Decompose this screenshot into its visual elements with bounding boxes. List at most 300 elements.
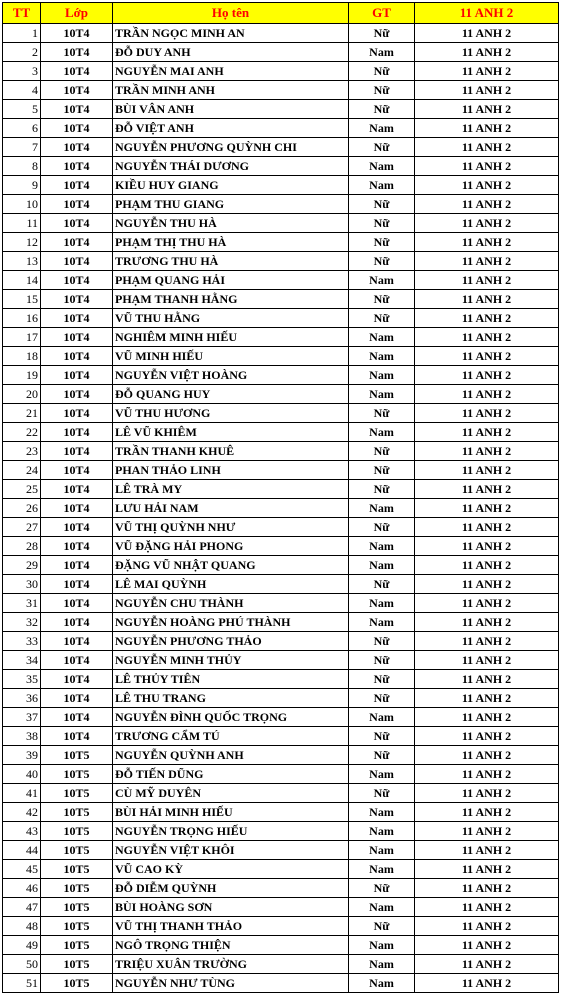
row-lop-moi: 11 ANH 2 bbox=[415, 613, 559, 632]
row-gt: Nữ bbox=[349, 81, 415, 100]
table-row bbox=[3, 100, 559, 119]
row-lop: 10T5 bbox=[41, 936, 113, 955]
row-tt: 24 bbox=[3, 461, 41, 480]
row-tt: 6 bbox=[3, 119, 41, 138]
row-ho-ten: NGUYỄN HOÀNG PHÚ THÀNH bbox=[113, 613, 349, 632]
table-row bbox=[3, 271, 559, 290]
row-ho-ten: LÊ TRÀ MY bbox=[113, 480, 349, 499]
row-lop: 10T4 bbox=[41, 518, 113, 537]
row-ho-ten: ĐẶNG VŨ NHẬT QUANG bbox=[113, 556, 349, 575]
row-ho-ten: TRẦN THANH KHUÊ bbox=[113, 442, 349, 461]
row-lop-moi: 11 ANH 2 bbox=[415, 651, 559, 670]
row-lop-moi: 11 ANH 2 bbox=[415, 499, 559, 518]
row-ho-ten: LƯU HẢI NAM bbox=[113, 499, 349, 518]
header-lop: Lớp bbox=[41, 3, 113, 24]
row-lop: 10T5 bbox=[41, 974, 113, 993]
row-lop: 10T4 bbox=[41, 24, 113, 43]
row-ho-ten: TRƯƠNG THU HÀ bbox=[113, 252, 349, 271]
row-lop-moi: 11 ANH 2 bbox=[415, 841, 559, 860]
table-row bbox=[3, 347, 559, 366]
row-gt: Nam bbox=[349, 157, 415, 176]
row-lop-moi: 11 ANH 2 bbox=[415, 461, 559, 480]
row-gt: Nữ bbox=[349, 480, 415, 499]
row-ho-ten: PHẠM THANH HẰNG bbox=[113, 290, 349, 309]
row-lop-moi: 11 ANH 2 bbox=[415, 385, 559, 404]
table-row bbox=[3, 252, 559, 271]
table-row bbox=[3, 385, 559, 404]
row-tt: 27 bbox=[3, 518, 41, 537]
row-tt: 12 bbox=[3, 233, 41, 252]
row-tt: 37 bbox=[3, 708, 41, 727]
row-tt: 13 bbox=[3, 252, 41, 271]
row-lop-moi: 11 ANH 2 bbox=[415, 632, 559, 651]
row-lop-moi: 11 ANH 2 bbox=[415, 100, 559, 119]
row-ho-ten: ĐỖ DIỄM QUỲNH bbox=[113, 879, 349, 898]
row-ho-ten: PHẠM QUANG HẢI bbox=[113, 271, 349, 290]
row-lop: 10T4 bbox=[41, 309, 113, 328]
row-gt: Nam bbox=[349, 860, 415, 879]
row-lop-moi: 11 ANH 2 bbox=[415, 233, 559, 252]
row-gt: Nữ bbox=[349, 879, 415, 898]
row-tt: 9 bbox=[3, 176, 41, 195]
row-tt: 30 bbox=[3, 575, 41, 594]
row-lop-moi: 11 ANH 2 bbox=[415, 252, 559, 271]
row-ho-ten: PHẠM THU GIANG bbox=[113, 195, 349, 214]
row-lop-moi: 11 ANH 2 bbox=[415, 575, 559, 594]
row-tt: 15 bbox=[3, 290, 41, 309]
row-lop: 10T5 bbox=[41, 860, 113, 879]
row-gt: Nam bbox=[349, 328, 415, 347]
row-tt: 36 bbox=[3, 689, 41, 708]
table-row bbox=[3, 727, 559, 746]
row-tt: 39 bbox=[3, 746, 41, 765]
row-lop: 10T4 bbox=[41, 651, 113, 670]
row-ho-ten: ĐỖ TIẾN DŨNG bbox=[113, 765, 349, 784]
row-ho-ten: NGUYỄN TRỌNG HIẾU bbox=[113, 822, 349, 841]
row-lop-moi: 11 ANH 2 bbox=[415, 689, 559, 708]
row-gt: Nữ bbox=[349, 727, 415, 746]
row-tt: 31 bbox=[3, 594, 41, 613]
row-lop-moi: 11 ANH 2 bbox=[415, 860, 559, 879]
row-gt: Nam bbox=[349, 176, 415, 195]
table-row bbox=[3, 917, 559, 936]
row-gt: Nữ bbox=[349, 62, 415, 81]
row-ho-ten: NGUYỄN VIỆT KHÔI bbox=[113, 841, 349, 860]
row-ho-ten: VŨ THỊ THANH THẢO bbox=[113, 917, 349, 936]
row-gt: Nữ bbox=[349, 461, 415, 480]
row-ho-ten: PHAN THẢO LINH bbox=[113, 461, 349, 480]
table-row bbox=[3, 651, 559, 670]
row-gt: Nam bbox=[349, 594, 415, 613]
row-lop: 10T5 bbox=[41, 879, 113, 898]
row-gt: Nam bbox=[349, 841, 415, 860]
row-gt: Nam bbox=[349, 271, 415, 290]
row-tt: 16 bbox=[3, 309, 41, 328]
row-tt: 1 bbox=[3, 24, 41, 43]
row-tt: 22 bbox=[3, 423, 41, 442]
row-lop: 10T4 bbox=[41, 328, 113, 347]
row-tt: 40 bbox=[3, 765, 41, 784]
table-row bbox=[3, 556, 559, 575]
table-row bbox=[3, 575, 559, 594]
row-ho-ten: NGUYỄN NHƯ TÙNG bbox=[113, 974, 349, 993]
row-gt: Nam bbox=[349, 974, 415, 993]
row-tt: 48 bbox=[3, 917, 41, 936]
row-gt: Nữ bbox=[349, 670, 415, 689]
row-gt: Nữ bbox=[349, 24, 415, 43]
table-row bbox=[3, 689, 559, 708]
row-ho-ten: VŨ THU HƯƠNG bbox=[113, 404, 349, 423]
row-lop: 10T5 bbox=[41, 765, 113, 784]
row-lop: 10T4 bbox=[41, 708, 113, 727]
row-tt: 23 bbox=[3, 442, 41, 461]
row-lop: 10T4 bbox=[41, 613, 113, 632]
table-row bbox=[3, 898, 559, 917]
table-row bbox=[3, 157, 559, 176]
row-lop-moi: 11 ANH 2 bbox=[415, 822, 559, 841]
row-ho-ten: ĐỖ QUANG HUY bbox=[113, 385, 349, 404]
row-lop: 10T4 bbox=[41, 233, 113, 252]
table-row bbox=[3, 328, 559, 347]
row-lop-moi: 11 ANH 2 bbox=[415, 119, 559, 138]
row-lop: 10T4 bbox=[41, 461, 113, 480]
table-row bbox=[3, 119, 559, 138]
row-tt: 26 bbox=[3, 499, 41, 518]
row-tt: 18 bbox=[3, 347, 41, 366]
table-row bbox=[3, 309, 559, 328]
row-lop: 10T4 bbox=[41, 347, 113, 366]
row-lop: 10T4 bbox=[41, 385, 113, 404]
row-ho-ten: ĐỖ DUY ANH bbox=[113, 43, 349, 62]
row-lop-moi: 11 ANH 2 bbox=[415, 879, 559, 898]
row-lop: 10T5 bbox=[41, 955, 113, 974]
row-gt: Nữ bbox=[349, 575, 415, 594]
row-ho-ten: ĐỖ VIỆT ANH bbox=[113, 119, 349, 138]
row-tt: 47 bbox=[3, 898, 41, 917]
table-row bbox=[3, 841, 559, 860]
student-list-sheet bbox=[2, 2, 559, 993]
table-row bbox=[3, 936, 559, 955]
row-lop: 10T4 bbox=[41, 214, 113, 233]
row-tt: 32 bbox=[3, 613, 41, 632]
row-gt: Nam bbox=[349, 43, 415, 62]
row-gt: Nam bbox=[349, 955, 415, 974]
student-table bbox=[2, 2, 559, 993]
row-gt: Nam bbox=[349, 499, 415, 518]
row-lop-moi: 11 ANH 2 bbox=[415, 309, 559, 328]
table-row bbox=[3, 670, 559, 689]
table-row bbox=[3, 860, 559, 879]
table-body bbox=[3, 24, 559, 993]
row-lop: 10T4 bbox=[41, 271, 113, 290]
table-row bbox=[3, 290, 559, 309]
row-lop-moi: 11 ANH 2 bbox=[415, 404, 559, 423]
row-ho-ten: TRẦN NGỌC MINH AN bbox=[113, 24, 349, 43]
table-row bbox=[3, 423, 559, 442]
row-lop: 10T4 bbox=[41, 594, 113, 613]
row-gt: Nữ bbox=[349, 214, 415, 233]
row-gt: Nam bbox=[349, 765, 415, 784]
header-tt: TT bbox=[3, 3, 41, 24]
row-tt: 51 bbox=[3, 974, 41, 993]
header-lop-moi: 11 ANH 2 bbox=[415, 3, 559, 24]
row-ho-ten: NGUYỄN THÁI DƯƠNG bbox=[113, 157, 349, 176]
row-lop: 10T5 bbox=[41, 784, 113, 803]
row-ho-ten: KIỀU HUY GIANG bbox=[113, 176, 349, 195]
row-ho-ten: NGHIÊM MINH HIẾU bbox=[113, 328, 349, 347]
row-lop-moi: 11 ANH 2 bbox=[415, 765, 559, 784]
row-gt: Nữ bbox=[349, 252, 415, 271]
table-row bbox=[3, 537, 559, 556]
row-tt: 35 bbox=[3, 670, 41, 689]
row-ho-ten: BÙI HẢI MINH HIẾU bbox=[113, 803, 349, 822]
table-row bbox=[3, 138, 559, 157]
table-row bbox=[3, 195, 559, 214]
row-ho-ten: NGUYỄN VIỆT HOÀNG bbox=[113, 366, 349, 385]
row-tt: 29 bbox=[3, 556, 41, 575]
row-tt: 11 bbox=[3, 214, 41, 233]
row-ho-ten: TRẦN MINH ANH bbox=[113, 81, 349, 100]
row-lop-moi: 11 ANH 2 bbox=[415, 955, 559, 974]
row-ho-ten: VŨ CAO KỲ bbox=[113, 860, 349, 879]
table-row bbox=[3, 594, 559, 613]
table-row bbox=[3, 784, 559, 803]
row-gt: Nam bbox=[349, 366, 415, 385]
row-ho-ten: NGUYỄN PHƯƠNG QUỲNH CHI bbox=[113, 138, 349, 157]
row-gt: Nam bbox=[349, 119, 415, 138]
row-lop-moi: 11 ANH 2 bbox=[415, 917, 559, 936]
row-gt: Nam bbox=[349, 347, 415, 366]
row-ho-ten: NGUYỄN ĐÌNH QUỐC TRỌNG bbox=[113, 708, 349, 727]
row-gt: Nữ bbox=[349, 290, 415, 309]
row-lop-moi: 11 ANH 2 bbox=[415, 727, 559, 746]
row-lop-moi: 11 ANH 2 bbox=[415, 176, 559, 195]
table-row bbox=[3, 955, 559, 974]
row-lop: 10T4 bbox=[41, 100, 113, 119]
row-gt: Nam bbox=[349, 537, 415, 556]
table-row bbox=[3, 176, 559, 195]
row-lop-moi: 11 ANH 2 bbox=[415, 556, 559, 575]
row-gt: Nữ bbox=[349, 917, 415, 936]
table-row bbox=[3, 518, 559, 537]
table-row bbox=[3, 461, 559, 480]
row-lop: 10T4 bbox=[41, 442, 113, 461]
row-lop: 10T5 bbox=[41, 746, 113, 765]
table-row bbox=[3, 366, 559, 385]
row-lop: 10T5 bbox=[41, 803, 113, 822]
row-lop-moi: 11 ANH 2 bbox=[415, 803, 559, 822]
row-ho-ten: VŨ THU HẰNG bbox=[113, 309, 349, 328]
row-lop-moi: 11 ANH 2 bbox=[415, 708, 559, 727]
row-lop-moi: 11 ANH 2 bbox=[415, 43, 559, 62]
row-tt: 43 bbox=[3, 822, 41, 841]
row-lop: 10T4 bbox=[41, 632, 113, 651]
table-row bbox=[3, 233, 559, 252]
row-gt: Nữ bbox=[349, 784, 415, 803]
row-lop: 10T4 bbox=[41, 176, 113, 195]
row-tt: 5 bbox=[3, 100, 41, 119]
table-row bbox=[3, 480, 559, 499]
table-row bbox=[3, 803, 559, 822]
row-tt: 19 bbox=[3, 366, 41, 385]
row-lop-moi: 11 ANH 2 bbox=[415, 898, 559, 917]
row-ho-ten: NGÔ TRỌNG THIỆN bbox=[113, 936, 349, 955]
header-gt: GT bbox=[349, 3, 415, 24]
row-lop-moi: 11 ANH 2 bbox=[415, 936, 559, 955]
row-lop: 10T4 bbox=[41, 499, 113, 518]
row-lop-moi: 11 ANH 2 bbox=[415, 480, 559, 499]
row-lop: 10T4 bbox=[41, 670, 113, 689]
row-gt: Nữ bbox=[349, 651, 415, 670]
row-gt: Nữ bbox=[349, 233, 415, 252]
row-ho-ten: LÊ VŨ KHIÊM bbox=[113, 423, 349, 442]
table-header bbox=[3, 3, 559, 24]
row-lop-moi: 11 ANH 2 bbox=[415, 290, 559, 309]
row-gt: Nữ bbox=[349, 138, 415, 157]
table-row bbox=[3, 822, 559, 841]
row-lop: 10T4 bbox=[41, 195, 113, 214]
row-lop-moi: 11 ANH 2 bbox=[415, 423, 559, 442]
row-lop: 10T4 bbox=[41, 81, 113, 100]
row-lop: 10T4 bbox=[41, 119, 113, 138]
table-row bbox=[3, 442, 559, 461]
row-tt: 49 bbox=[3, 936, 41, 955]
row-lop: 10T5 bbox=[41, 917, 113, 936]
table-row bbox=[3, 879, 559, 898]
row-lop-moi: 11 ANH 2 bbox=[415, 138, 559, 157]
table-row bbox=[3, 81, 559, 100]
table-row bbox=[3, 62, 559, 81]
row-tt: 3 bbox=[3, 62, 41, 81]
row-lop-moi: 11 ANH 2 bbox=[415, 24, 559, 43]
table-row bbox=[3, 404, 559, 423]
row-gt: Nam bbox=[349, 708, 415, 727]
row-tt: 46 bbox=[3, 879, 41, 898]
row-lop: 10T5 bbox=[41, 822, 113, 841]
row-lop: 10T4 bbox=[41, 290, 113, 309]
row-lop-moi: 11 ANH 2 bbox=[415, 366, 559, 385]
row-ho-ten: PHẠM THỊ THU HÀ bbox=[113, 233, 349, 252]
row-gt: Nam bbox=[349, 822, 415, 841]
row-gt: Nam bbox=[349, 556, 415, 575]
row-gt: Nữ bbox=[349, 309, 415, 328]
row-gt: Nam bbox=[349, 898, 415, 917]
row-tt: 25 bbox=[3, 480, 41, 499]
table-row bbox=[3, 708, 559, 727]
row-lop: 10T4 bbox=[41, 404, 113, 423]
row-ho-ten: TRƯƠNG CẨM TÚ bbox=[113, 727, 349, 746]
row-ho-ten: NGUYỄN CHU THÀNH bbox=[113, 594, 349, 613]
table-row bbox=[3, 974, 559, 993]
row-lop-moi: 11 ANH 2 bbox=[415, 442, 559, 461]
row-lop: 10T4 bbox=[41, 556, 113, 575]
row-ho-ten: VŨ MINH HIẾU bbox=[113, 347, 349, 366]
row-ho-ten: CÙ MỸ DUYÊN bbox=[113, 784, 349, 803]
row-gt: Nam bbox=[349, 803, 415, 822]
row-gt: Nữ bbox=[349, 632, 415, 651]
row-ho-ten: NGUYỄN THU HÀ bbox=[113, 214, 349, 233]
row-ho-ten: VŨ ĐẶNG HẢI PHONG bbox=[113, 537, 349, 556]
row-tt: 34 bbox=[3, 651, 41, 670]
row-lop-moi: 11 ANH 2 bbox=[415, 974, 559, 993]
row-lop: 10T4 bbox=[41, 157, 113, 176]
row-lop: 10T4 bbox=[41, 138, 113, 157]
row-lop-moi: 11 ANH 2 bbox=[415, 214, 559, 233]
row-lop-moi: 11 ANH 2 bbox=[415, 518, 559, 537]
row-ho-ten: NGUYỄN PHƯƠNG THẢO bbox=[113, 632, 349, 651]
row-lop: 10T4 bbox=[41, 43, 113, 62]
row-gt: Nữ bbox=[349, 195, 415, 214]
row-tt: 45 bbox=[3, 860, 41, 879]
row-lop: 10T4 bbox=[41, 689, 113, 708]
table-row bbox=[3, 499, 559, 518]
row-lop: 10T5 bbox=[41, 898, 113, 917]
row-tt: 14 bbox=[3, 271, 41, 290]
header-row bbox=[3, 3, 559, 24]
row-tt: 10 bbox=[3, 195, 41, 214]
row-gt: Nam bbox=[349, 613, 415, 632]
row-lop: 10T5 bbox=[41, 841, 113, 860]
row-ho-ten: NGUYỄN MAI ANH bbox=[113, 62, 349, 81]
row-lop: 10T4 bbox=[41, 366, 113, 385]
row-tt: 20 bbox=[3, 385, 41, 404]
row-tt: 7 bbox=[3, 138, 41, 157]
row-lop-moi: 11 ANH 2 bbox=[415, 81, 559, 100]
row-ho-ten: TRIỆU XUÂN TRƯỜNG bbox=[113, 955, 349, 974]
row-tt: 4 bbox=[3, 81, 41, 100]
row-lop: 10T4 bbox=[41, 480, 113, 499]
row-tt: 41 bbox=[3, 784, 41, 803]
table-row bbox=[3, 613, 559, 632]
row-ho-ten: LÊ THỦY TIÊN bbox=[113, 670, 349, 689]
row-gt: Nữ bbox=[349, 442, 415, 461]
row-gt: Nữ bbox=[349, 746, 415, 765]
row-lop: 10T4 bbox=[41, 537, 113, 556]
table-row bbox=[3, 746, 559, 765]
row-gt: Nam bbox=[349, 423, 415, 442]
row-tt: 38 bbox=[3, 727, 41, 746]
table-row bbox=[3, 765, 559, 784]
row-lop-moi: 11 ANH 2 bbox=[415, 784, 559, 803]
row-lop-moi: 11 ANH 2 bbox=[415, 271, 559, 290]
row-lop-moi: 11 ANH 2 bbox=[415, 670, 559, 689]
row-tt: 17 bbox=[3, 328, 41, 347]
row-ho-ten: LÊ THU TRANG bbox=[113, 689, 349, 708]
row-lop-moi: 11 ANH 2 bbox=[415, 746, 559, 765]
row-tt: 42 bbox=[3, 803, 41, 822]
row-ho-ten: BÙI HOÀNG SƠN bbox=[113, 898, 349, 917]
row-lop-moi: 11 ANH 2 bbox=[415, 157, 559, 176]
row-tt: 21 bbox=[3, 404, 41, 423]
row-ho-ten: NGUYỄN MINH THỦY bbox=[113, 651, 349, 670]
row-lop: 10T4 bbox=[41, 423, 113, 442]
row-tt: 2 bbox=[3, 43, 41, 62]
row-lop: 10T4 bbox=[41, 727, 113, 746]
table-row bbox=[3, 24, 559, 43]
row-ho-ten: LÊ MAI QUỲNH bbox=[113, 575, 349, 594]
row-gt: Nữ bbox=[349, 689, 415, 708]
row-lop: 10T4 bbox=[41, 575, 113, 594]
row-ho-ten: NGUYỄN QUỲNH ANH bbox=[113, 746, 349, 765]
table-row bbox=[3, 632, 559, 651]
row-gt: Nữ bbox=[349, 404, 415, 423]
row-gt: Nữ bbox=[349, 100, 415, 119]
row-ho-ten: VŨ THỊ QUỲNH NHƯ bbox=[113, 518, 349, 537]
row-lop: 10T4 bbox=[41, 62, 113, 81]
row-gt: Nam bbox=[349, 385, 415, 404]
row-lop-moi: 11 ANH 2 bbox=[415, 594, 559, 613]
table-row bbox=[3, 214, 559, 233]
